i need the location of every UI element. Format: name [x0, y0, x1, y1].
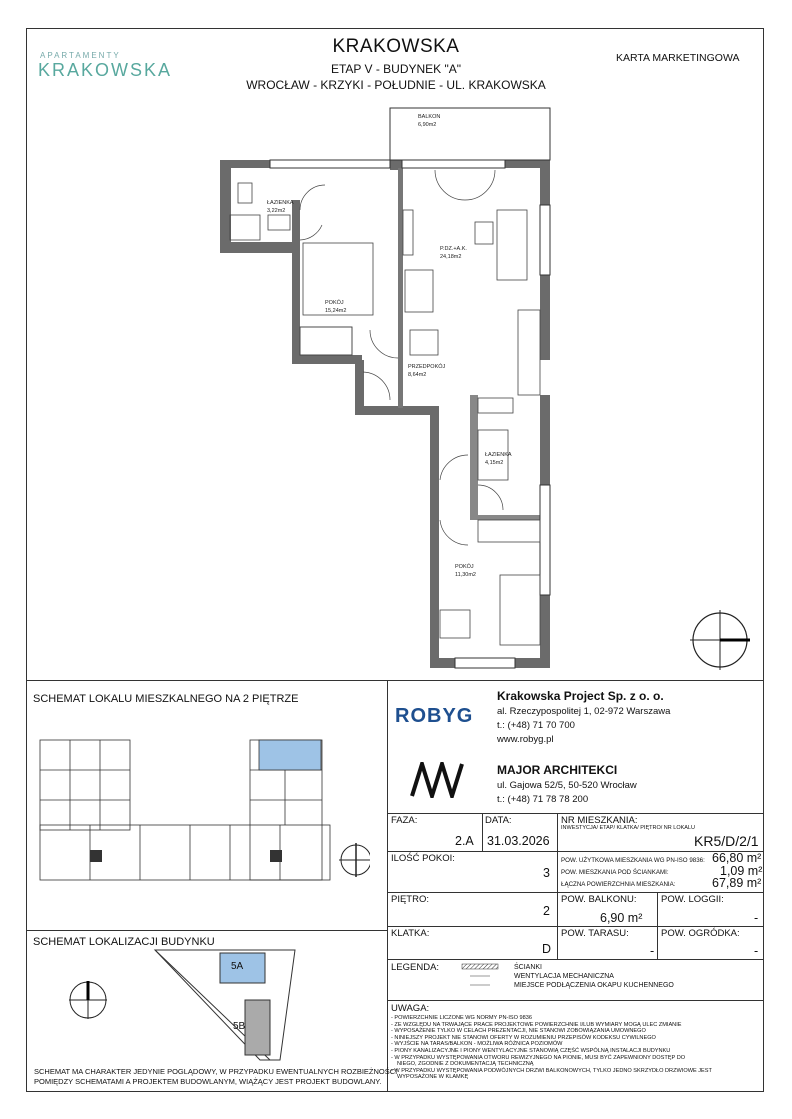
svg-text:ŁAZIENKA: ŁAZIENKA: [485, 452, 512, 458]
divider: [387, 926, 764, 927]
legend-symbols: [460, 962, 515, 992]
pokoi-value: 3: [543, 866, 550, 880]
pow-pod-label: POW. MIESZKANIA POD ŚCIANKAMI:: [561, 869, 669, 876]
compass-icon: [339, 843, 370, 877]
note-line: WYPOSAŻONE W KLAMKĘ: [397, 1074, 469, 1081]
svg-text:6,90m2: 6,90m2: [418, 122, 437, 128]
divider: [387, 959, 764, 960]
svg-text:15,24m2: 15,24m2: [325, 308, 347, 314]
logo-tagline: APARTAMENTY: [40, 51, 121, 60]
note-line: - W PRZYPADKU WYSTĘPOWANIA OTWORU REWIZYJNEGO NA PIONIE, MUSI BYĆ ZAPEWNIONY DOSTĘP DO: [391, 1054, 686, 1061]
notes-list: [391, 1015, 761, 1081]
pietro-label: PIĘTRO:: [391, 894, 430, 905]
balkon-label: POW. BALKONU:: [561, 894, 637, 905]
building-5a-label: 5A: [231, 961, 244, 972]
ogrodek-label: POW. OGRÓDKA:: [661, 928, 740, 939]
data-label: DATA:: [485, 815, 512, 826]
pietro-value: 2: [543, 904, 550, 918]
nr-label: NR MIESZKANIA:: [561, 815, 638, 826]
pow-laczna-value: 67,89 m²: [712, 876, 762, 890]
divider: [26, 680, 764, 681]
nr-sub: INWESTYCJA/ ETAP/ KLATKA/ PIĘTRO/ NR LOKALU: [561, 825, 695, 831]
svg-text:11,30m2: 11,30m2: [455, 572, 476, 578]
ogrodek-value: -: [754, 944, 759, 958]
svg-text:3,22m2: 3,22m2: [267, 208, 286, 214]
pow-laczna-label: ŁĄCZNA POWIERZCHNIA MIESZKANIA:: [561, 881, 676, 888]
footnote: SCHEMAT MA CHARAKTER JEDYNIE POGLĄDOWY, W PRZYPADKU EWENTUALNYCH ROZBIEŻNOŚCI: [34, 1067, 398, 1076]
floor-schema: [30, 730, 370, 890]
klatka-value: D: [542, 942, 552, 956]
building-schema: [30, 945, 370, 1065]
logo-krakowska: KRAKOWSKA: [38, 60, 173, 80]
pow-uzytkowa-value: 66,80 m²: [712, 851, 762, 865]
pow-pod-value: 1,09 m²: [720, 864, 763, 878]
note-line: - W PRZYPADKU WYSTĘPOWANIA PODWÓJNYCH DRZWI BALKONOWYCH, TYLKO JEDNO SKRZYDŁO DRZWIOWE JEST: [391, 1067, 712, 1074]
architect-address: ul. Gajowa 52/5, 50-520 Wrocław: [497, 780, 637, 791]
svg-text:ŁAZIENKA: ŁAZIENKA: [267, 200, 294, 206]
card-type: KARTA MARKETINGOWA: [616, 52, 740, 64]
divider: [26, 930, 387, 931]
notes-title: UWAGA:: [391, 1003, 430, 1014]
divider: [387, 813, 764, 814]
pokoi-label: ILOŚĆ POKOI:: [391, 853, 455, 864]
divider: [387, 851, 764, 852]
taras-value: -: [650, 944, 655, 958]
architect-name: MAJOR ARCHITEKCI: [497, 763, 618, 777]
building-schema-title: SCHEMAT LOKALIZACJI BUDYNKU: [33, 936, 215, 948]
svg-text:POKÓJ: POKÓJ: [325, 300, 344, 306]
developer-web[interactable]: www.robyg.pl: [497, 734, 554, 745]
divider: [387, 1000, 764, 1001]
footnote: POMIĘDZY SCHEMATAMI A PROJEKTEM BUDOWLANYM, WIĄŻĄCY JEST PROJEKT BUDOWLANY.: [34, 1077, 382, 1086]
faza-value: 2.A: [455, 834, 474, 848]
floor-schema-title: SCHEMAT LOKALU MIESZKALNEGO NA 2 PIĘTRZE: [33, 693, 299, 705]
legend-item: ŚCIANKI: [514, 964, 543, 971]
compass-icon: [69, 981, 107, 1019]
wall: [220, 160, 231, 250]
loggia-value: -: [754, 911, 759, 925]
taras-label: POW. TARASU:: [561, 928, 629, 939]
page-subtitle: ETAP V - BUDYNEK "A": [330, 62, 462, 76]
divider: [387, 892, 764, 893]
major-architekci-logo: [410, 762, 465, 798]
note-line: - WYJŚCIE NA TARAS/BALKON - MOŻLIWA RÓŻNICA POZIOMÓW: [391, 1041, 563, 1048]
legend-item: MIEJSCE PODŁĄCZENIA OKAPU KUCHENNEGO: [514, 982, 674, 989]
apartment-highlight: [259, 740, 321, 770]
balkon-value: 6,90 m²: [600, 911, 643, 925]
address-line: WROCŁAW - KRZYKI - POŁUDNIE - UL. KRAKOWSKA: [246, 78, 546, 92]
pow-uzytkowa-label: POW. UŻYTKOWA MIESZKANIA WG PN-ISO 9836:: [561, 857, 705, 864]
svg-text:P.DZ.+A.K.: P.DZ.+A.K.: [440, 246, 467, 252]
svg-text:PRZEDPOKÓJ: PRZEDPOKÓJ: [408, 364, 446, 370]
developer-name: Krakowska Project Sp. z o. o.: [497, 689, 664, 703]
note-line: - NINIEJSZY PROJEKT NIE STANOWI OFERTY W ROZUMIENIU PRZEPISÓW KODEKSU CYWILNEGO: [391, 1034, 656, 1041]
note-line: - PIONY KANALIZACYJNE I PIONY WENTYLACYJNE STANOWIĄ CZĘŚĆ WSPÓLNĄ INSTALACJI BUDYNKU: [391, 1047, 671, 1054]
note-line: - POWIERZCHNIE LICZONE WG NORMY PN-ISO 9836: [391, 1015, 533, 1021]
legend-title: LEGENDA:: [391, 962, 440, 973]
svg-text:4,15m2: 4,15m2: [485, 460, 504, 466]
svg-text:24,18m2: 24,18m2: [440, 254, 462, 260]
svg-text:POKÓJ: POKÓJ: [455, 564, 474, 570]
developer-address: al. Rzeczypospolitej 1, 02-972 Warszawa: [497, 706, 671, 717]
compass-icon: [690, 610, 750, 670]
robyg-logo: ROBYG: [395, 705, 474, 727]
room-label-balkon: BALKON: [418, 114, 441, 120]
svg-text:8,64m2: 8,64m2: [408, 372, 427, 378]
note-line: NIEGO, ZGODNIE Z DOKUMENTACJĄ TECHNICZNĄ: [397, 1061, 534, 1068]
note-line: - ZE WZGLĘDU NA TRWAJĄCE PRACE PROJEKTOWE POWIERZCHNIE I/LUB WYMIARY MOGĄ ULEC ZMIANIE: [391, 1021, 682, 1028]
faza-label: FAZA:: [391, 815, 418, 826]
nr-value: KR5/D/2/1: [694, 833, 759, 849]
klatka-label: KLATKA:: [391, 928, 430, 939]
divider: [387, 680, 388, 1092]
loggia-label: POW. LOGGII:: [661, 894, 724, 905]
building-5b-label: 5B: [233, 1021, 246, 1032]
note-line: - WYPOSAŻENIE TYLKO W CELACH PREZENTACJI, NIE STANOWI ZOBOWIĄZANIA UMOWNEGO: [391, 1028, 646, 1035]
data-value: 31.03.2026: [487, 834, 550, 848]
developer-phone: t.: (+48) 71 70 700: [497, 720, 575, 731]
page-title: KRAKOWSKA: [332, 36, 460, 57]
legend-item: WENTYLACJA MECHANICZNA: [514, 973, 614, 980]
architect-phone: t.: (+48) 71 78 78 200: [497, 794, 589, 805]
